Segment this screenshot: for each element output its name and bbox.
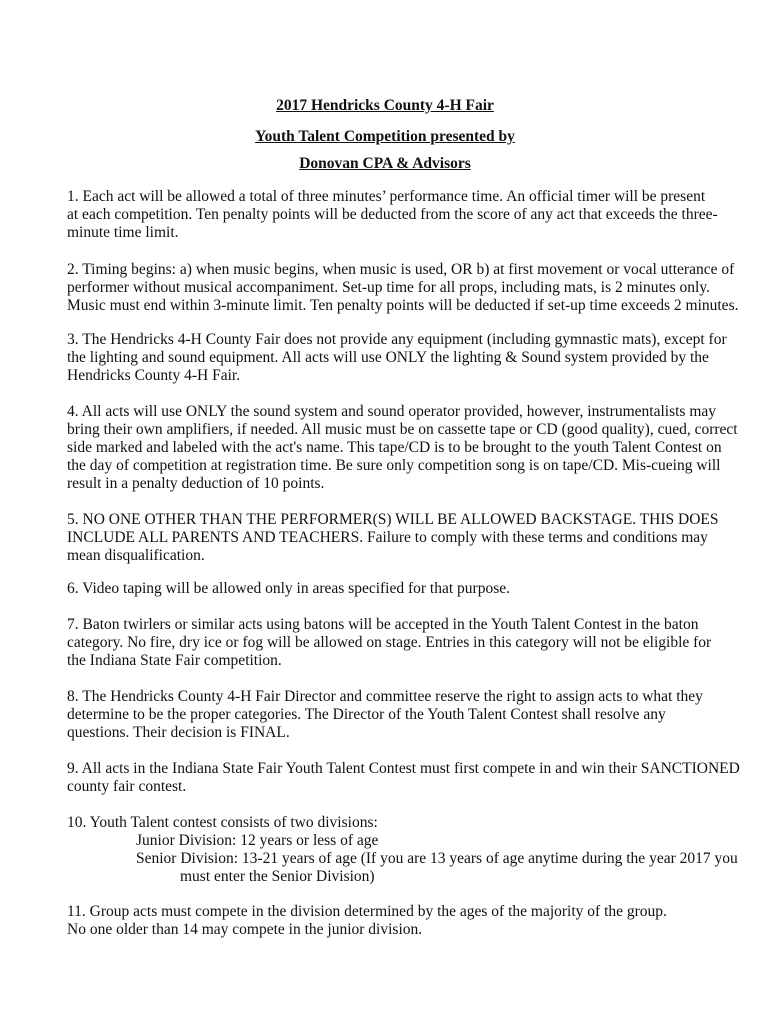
senior-division-continuation: must enter the Senior Division) — [180, 868, 375, 885]
rule-line: 3. The Hendricks 4-H County Fair does not provide any equipment (including gymnastic mats), except for — [67, 331, 727, 348]
rule-2 — [67, 261, 737, 315]
rule-9 — [67, 760, 740, 796]
rule-line: 1. Each act will be allowed a total of three minutes’ performance time. An official timer will be present — [67, 188, 706, 205]
rule-6 — [67, 580, 737, 598]
document-sponsor — [0, 155, 770, 173]
junior-division-line: Junior Division: 12 years or less of age — [136, 832, 379, 849]
rule-line: 5. NO ONE OTHER THAN THE PERFORMER(S) WILL BE ALLOWED BACKSTAGE. THIS DOES — [67, 511, 719, 528]
rule-line: 2. Timing begins: a) when music begins, when music is used, OR b) at first movement or vocal utterance of — [67, 261, 735, 278]
rule-line: category. No fire, dry ice or fog will be allowed on stage. Entries in this category will not be eligible for — [67, 634, 712, 651]
rule-line: bring their own amplifiers, if needed. All music must be on cassette tape or CD (good quality), cued, correct — [67, 421, 738, 438]
rule-line: 7. Baton twirlers or similar acts using batons will be accepted in the Youth Talent Contest in the baton — [67, 616, 699, 633]
rule-line: determine to be the proper categories. The Director of the Youth Talent Contest shall resolve any — [67, 706, 666, 723]
rule-line: side marked and labeled with the act's name. This tape/CD is to be brought to the youth Talent Contest on — [67, 439, 722, 456]
document-subtitle: Youth Talent Competition presented by — [255, 128, 515, 145]
rule-1 — [67, 188, 737, 242]
rule-line: questions. Their decision is FINAL. — [67, 724, 290, 741]
rule-line: at each competition. Ten penalty points will be deducted from the score of any act that exceeds the three- — [67, 206, 718, 223]
rule-line: the day of competition at registration time. Be sure only competition song is on tape/CD. Mis-cueing will — [67, 457, 721, 474]
document-title: 2017 Hendricks County 4-H Fair — [276, 97, 494, 114]
rule-line: 4. All acts will use ONLY the sound system and sound operator provided, however, instrumentalists may — [67, 403, 717, 420]
rule-7 — [67, 616, 737, 670]
rule-line: county fair contest. — [67, 778, 187, 795]
rule-line: No one older than 14 may compete in the junior division. — [67, 921, 423, 938]
rule-5 — [67, 511, 737, 565]
rule-10 — [67, 814, 737, 886]
rule-line: performer without musical accompaniment. Set-up time for all props, including mats, is 2 minutes only. — [67, 279, 710, 296]
rule-line: Hendricks County 4-H Fair. — [67, 367, 241, 384]
sponsor-text: Donovan CPA & Advisors — [299, 155, 471, 172]
rule-line: INCLUDE ALL PARENTS AND TEACHERS. Failure to comply with these terms and conditions may — [67, 529, 708, 546]
rule-line: 6. Video taping will be allowed only in areas specified for that purpose. — [67, 580, 510, 597]
rule-line: the Indiana State Fair competition. — [67, 652, 282, 669]
rule-line: the lighting and sound equipment. All acts will use ONLY the lighting & Sound system provided by the — [67, 349, 709, 366]
rule-line: minute time limit. — [67, 224, 179, 241]
rule-line: 9. All acts in the Indiana State Fair Youth Talent Contest must first compete in and win their SANCTIONED — [67, 760, 740, 777]
rule-line: 11. Group acts must compete in the division determined by the ages of the majority of the group. — [67, 903, 667, 920]
senior-division-line: Senior Division: 13-21 years of age (If you are 13 years of age anytime during the year 2017 you — [136, 850, 738, 867]
rule-line: 10. Youth Talent contest consists of two divisions: — [67, 814, 378, 831]
rule-line: Music must end within 3-minute limit. Ten penalty points will be deducted if set-up time exceeds 2 minutes. — [67, 297, 739, 314]
rule-line: result in a penalty deduction of 10 points. — [67, 475, 325, 492]
rule-line: mean disqualification. — [67, 547, 205, 564]
rule-11 — [67, 903, 737, 939]
rule-8 — [67, 688, 737, 742]
rule-3 — [67, 331, 737, 385]
rule-4 — [67, 403, 737, 493]
rule-line: 8. The Hendricks County 4-H Fair Director and committee reserve the right to assign acts to what they — [67, 688, 703, 705]
